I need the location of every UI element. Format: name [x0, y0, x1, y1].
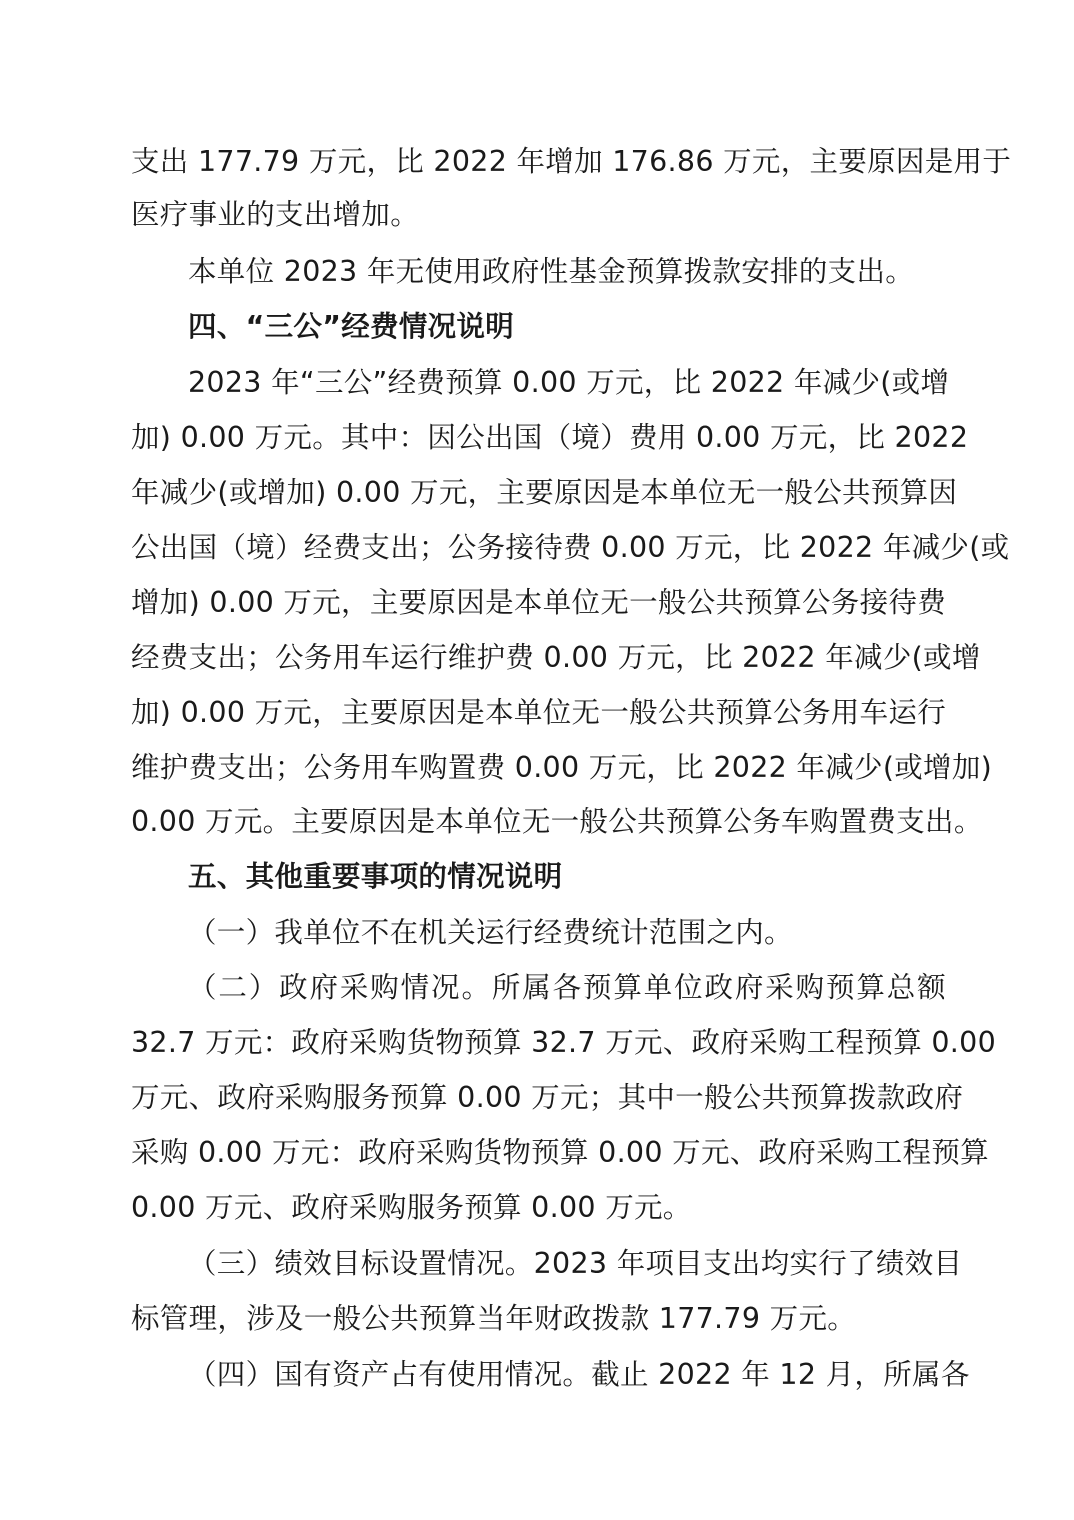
paragraph-line: 增加) 0.00 万元，主要原因是本单位无一般公共预算公务接待费 [131, 586, 946, 619]
paragraph-line: （三）绩效目标设置情况。2023 年项目支出均实行了绩效目 [188, 1247, 963, 1280]
paragraph-line: 加) 0.00 万元。其中：因公出国（境）费用 0.00 万元，比 2022 [131, 421, 969, 454]
paragraph-line: 0.00 万元、政府采购服务预算 0.00 万元。 [131, 1191, 692, 1224]
paragraph-line: 公出国（境）经费支出；公务接待费 0.00 万元，比 2022 年减少(或 [131, 531, 1010, 564]
paragraph-line: 采购 0.00 万元：政府采购货物预算 0.00 万元、政府采购工程预算 [131, 1136, 989, 1169]
paragraph-line: 年减少(或增加) 0.00 万元，主要原因是本单位无一般公共预算因 [131, 476, 958, 509]
paragraph-line: 本单位 2023 年无使用政府性基金预算拨款安排的支出。 [188, 255, 915, 288]
paragraph-line: （二）政府采购情况。所属各预算单位政府采购预算总额 [188, 971, 946, 1004]
paragraph-line: （四）国有资产占有使用情况。截止 2022 年 12 月，所属各 [188, 1358, 970, 1391]
paragraph-line: 医疗事业的支出增加。 [131, 198, 420, 231]
paragraph-line: 32.7 万元：政府采购货物预算 32.7 万元、政府采购工程预算 0.00 [131, 1026, 997, 1059]
paragraph-line: 维护费支出；公务用车购置费 0.00 万元，比 2022 年减少(或增加) [131, 751, 993, 784]
paragraph-line: 支出 177.79 万元，比 2022 年增加 176.86 万元，主要原因是用于 [131, 145, 1012, 178]
paragraph-line: （一）我单位不在机关运行经费统计范围之内。 [188, 916, 793, 949]
paragraph-line: 万元、政府采购服务预算 0.00 万元；其中一般公共预算拨款政府 [131, 1081, 964, 1114]
paragraph-line: 0.00 万元。主要原因是本单位无一般公共预算公务车购置费支出。 [131, 805, 983, 838]
paragraph-line: 标管理，涉及一般公共预算当年财政拨款 177.79 万元。 [131, 1302, 857, 1335]
paragraph-line: 2023 年“三公”经费预算 0.00 万元，比 2022 年减少(或增 [188, 366, 950, 399]
section-heading-five: 五、其他重要事项的情况说明 [188, 860, 563, 893]
paragraph-line: 经费支出；公务用车运行维护费 0.00 万元，比 2022 年减少(或增 [131, 641, 981, 674]
section-heading-four: 四、“三公”经费情况说明 [188, 310, 515, 343]
paragraph-line: 加) 0.00 万元，主要原因是本单位无一般公共预算公务用车运行 [131, 696, 946, 729]
